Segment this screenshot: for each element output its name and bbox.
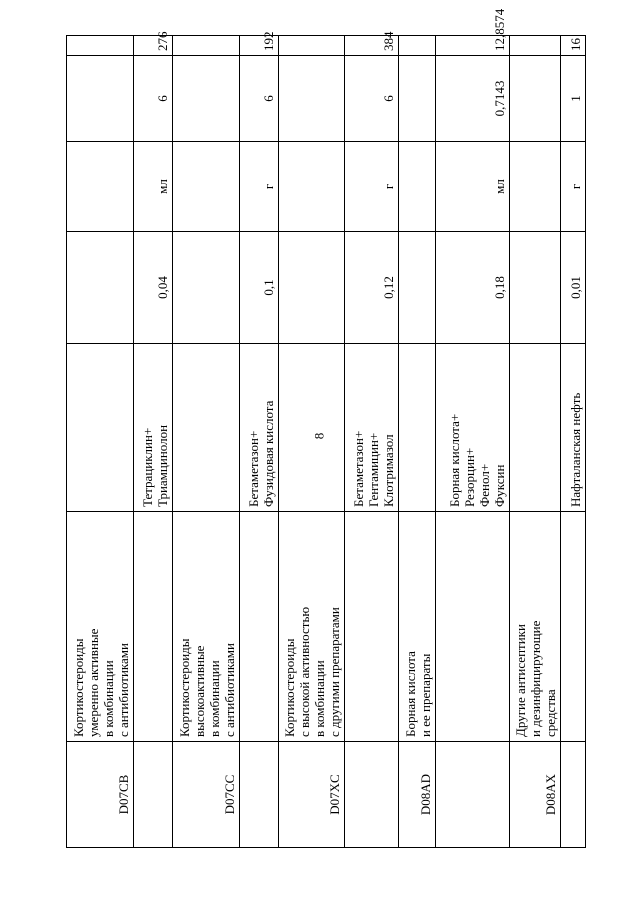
total [278, 36, 345, 56]
total: 276 [133, 36, 172, 56]
atc-code: D08AX [509, 742, 560, 848]
multiplier [67, 56, 134, 142]
substance [509, 344, 560, 512]
unit: мл [435, 142, 509, 232]
multiplier: 6 [345, 56, 398, 142]
substance [172, 344, 239, 512]
atc-code [133, 742, 172, 848]
total: 12,8574 [435, 36, 509, 56]
table-row [509, 36, 560, 848]
group-name: Другие антисептики и дезинфицирующие средства [509, 512, 560, 742]
group-name [345, 512, 398, 742]
page-number: 8 [311, 432, 327, 440]
total: 384 [345, 36, 398, 56]
group-name [435, 512, 509, 742]
atc-code: D07CB [67, 742, 134, 848]
ddd-value: 0,1 [239, 232, 278, 344]
ddd-value: 0,01 [561, 232, 586, 344]
unit [67, 142, 134, 232]
multiplier [509, 56, 560, 142]
atc-code [561, 742, 586, 848]
substance [278, 344, 345, 512]
table-row [345, 36, 398, 848]
substance: Нафталанская нефть [561, 344, 586, 512]
table-row [172, 36, 239, 848]
atc-code: D07XC [278, 742, 345, 848]
atc-code [345, 742, 398, 848]
multiplier [172, 56, 239, 142]
atc-code: D07CC [172, 742, 239, 848]
unit [398, 142, 435, 232]
total [398, 36, 435, 56]
unit [278, 142, 345, 232]
total [67, 36, 134, 56]
table-row [435, 36, 509, 848]
table-row [133, 36, 172, 848]
substance [67, 344, 134, 512]
substance: Борная кислота+ Резорцин+ Фенол+ Фуксин [435, 344, 509, 512]
ddd-value [509, 232, 560, 344]
multiplier: 6 [239, 56, 278, 142]
ddd-value [278, 232, 345, 344]
drug-table [66, 8, 586, 848]
ddd-value: 0,12 [345, 232, 398, 344]
total [509, 36, 560, 56]
unit: г [239, 142, 278, 232]
multiplier: 6 [133, 56, 172, 142]
total [172, 36, 239, 56]
group-name: Кортикостероиды умеренно активные в комбинации с антибиотиками [67, 512, 134, 742]
table-row [398, 36, 435, 848]
table-row [239, 36, 278, 848]
ddd-value [172, 232, 239, 344]
substance [398, 344, 435, 512]
table-row [561, 36, 586, 848]
unit: мл [133, 142, 172, 232]
group-name [133, 512, 172, 742]
table-row [278, 36, 345, 848]
atc-code [435, 742, 509, 848]
group-name [239, 512, 278, 742]
ddd-value [398, 232, 435, 344]
substance: Бетаметазон+ Гентамицин+ Клотримазол [345, 344, 398, 512]
group-name: Борная кислота и ее препараты [398, 512, 435, 742]
group-name [561, 512, 586, 742]
unit [509, 142, 560, 232]
ddd-value [67, 232, 134, 344]
atc-code [239, 742, 278, 848]
atc-code: D08AD [398, 742, 435, 848]
rotated-table-wrapper [66, 8, 586, 848]
table-row [67, 36, 134, 848]
group-name: Кортикостероиды с высокой активностью в комбинации с другими препаратами [278, 512, 345, 742]
substance: Бетаметазон+ Фузидовая кислота [239, 344, 278, 512]
multiplier [278, 56, 345, 142]
ddd-value: 0,04 [133, 232, 172, 344]
unit [172, 142, 239, 232]
group-name: Кортикостероиды высокоактивные в комбинации с антибиотиками [172, 512, 239, 742]
unit: г [345, 142, 398, 232]
multiplier: 0,7143 [435, 56, 509, 142]
unit: г [561, 142, 586, 232]
ddd-value: 0,18 [435, 232, 509, 344]
multiplier [398, 56, 435, 142]
multiplier: 1 [561, 56, 586, 142]
total: 16 [561, 36, 586, 56]
total: 192 [239, 36, 278, 56]
substance: Тетрациклин+ Триамцинолон [133, 344, 172, 512]
